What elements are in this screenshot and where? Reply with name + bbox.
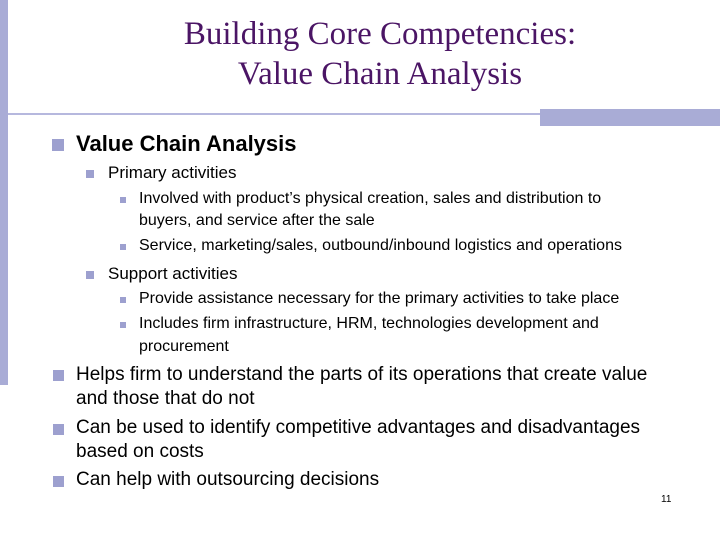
support-item-2-line-2: procurement bbox=[139, 338, 229, 355]
point-3: Can help with outsourcing decisions bbox=[76, 469, 380, 490]
primary-item-1-line-2: buyers, and service after the sale bbox=[139, 212, 375, 229]
point-2-line-1: Can be used to identify competitive advantages and disadvantages bbox=[76, 417, 641, 438]
bullet-square-icon bbox=[52, 139, 64, 151]
slide-title bbox=[0, 14, 720, 94]
bullet-square-icon bbox=[86, 271, 94, 279]
section-heading: Value Chain Analysis bbox=[76, 131, 297, 156]
title-divider bbox=[8, 113, 540, 115]
primary-activities-label: Primary activities bbox=[108, 163, 237, 182]
title-line-2: Value Chain Analysis bbox=[237, 56, 523, 92]
support-activities-label: Support activities bbox=[108, 264, 238, 283]
bullet-square-icon bbox=[120, 197, 126, 203]
title-line-1: Building Core Competencies: bbox=[183, 16, 577, 52]
bullet-square-icon bbox=[86, 170, 94, 178]
bullet-square-icon bbox=[120, 297, 126, 303]
support-item-2-line-1: Includes firm infrastructure, HRM, technologies development and bbox=[139, 315, 599, 332]
bullet-square-icon bbox=[53, 476, 64, 487]
point-1-line-1: Helps firm to understand the parts of its operations that create value bbox=[76, 364, 648, 385]
support-item-1: Provide assistance necessary for the primary activities to take place bbox=[139, 290, 620, 307]
title-accent-block bbox=[540, 109, 720, 126]
bullet-square-icon bbox=[120, 322, 126, 328]
point-2-line-2: based on costs bbox=[76, 441, 204, 462]
primary-item-1-line-1: Involved with product’s physical creation, sales and distribution to bbox=[139, 190, 602, 207]
point-1-line-2: and those that do not bbox=[76, 388, 255, 409]
primary-item-2: Service, marketing/sales, outbound/inbound logistics and operations bbox=[139, 237, 622, 254]
page-number: 11 bbox=[661, 494, 672, 505]
bullet-square-icon bbox=[120, 244, 126, 250]
bullet-square-icon bbox=[53, 424, 64, 435]
bullet-square-icon bbox=[53, 370, 64, 381]
